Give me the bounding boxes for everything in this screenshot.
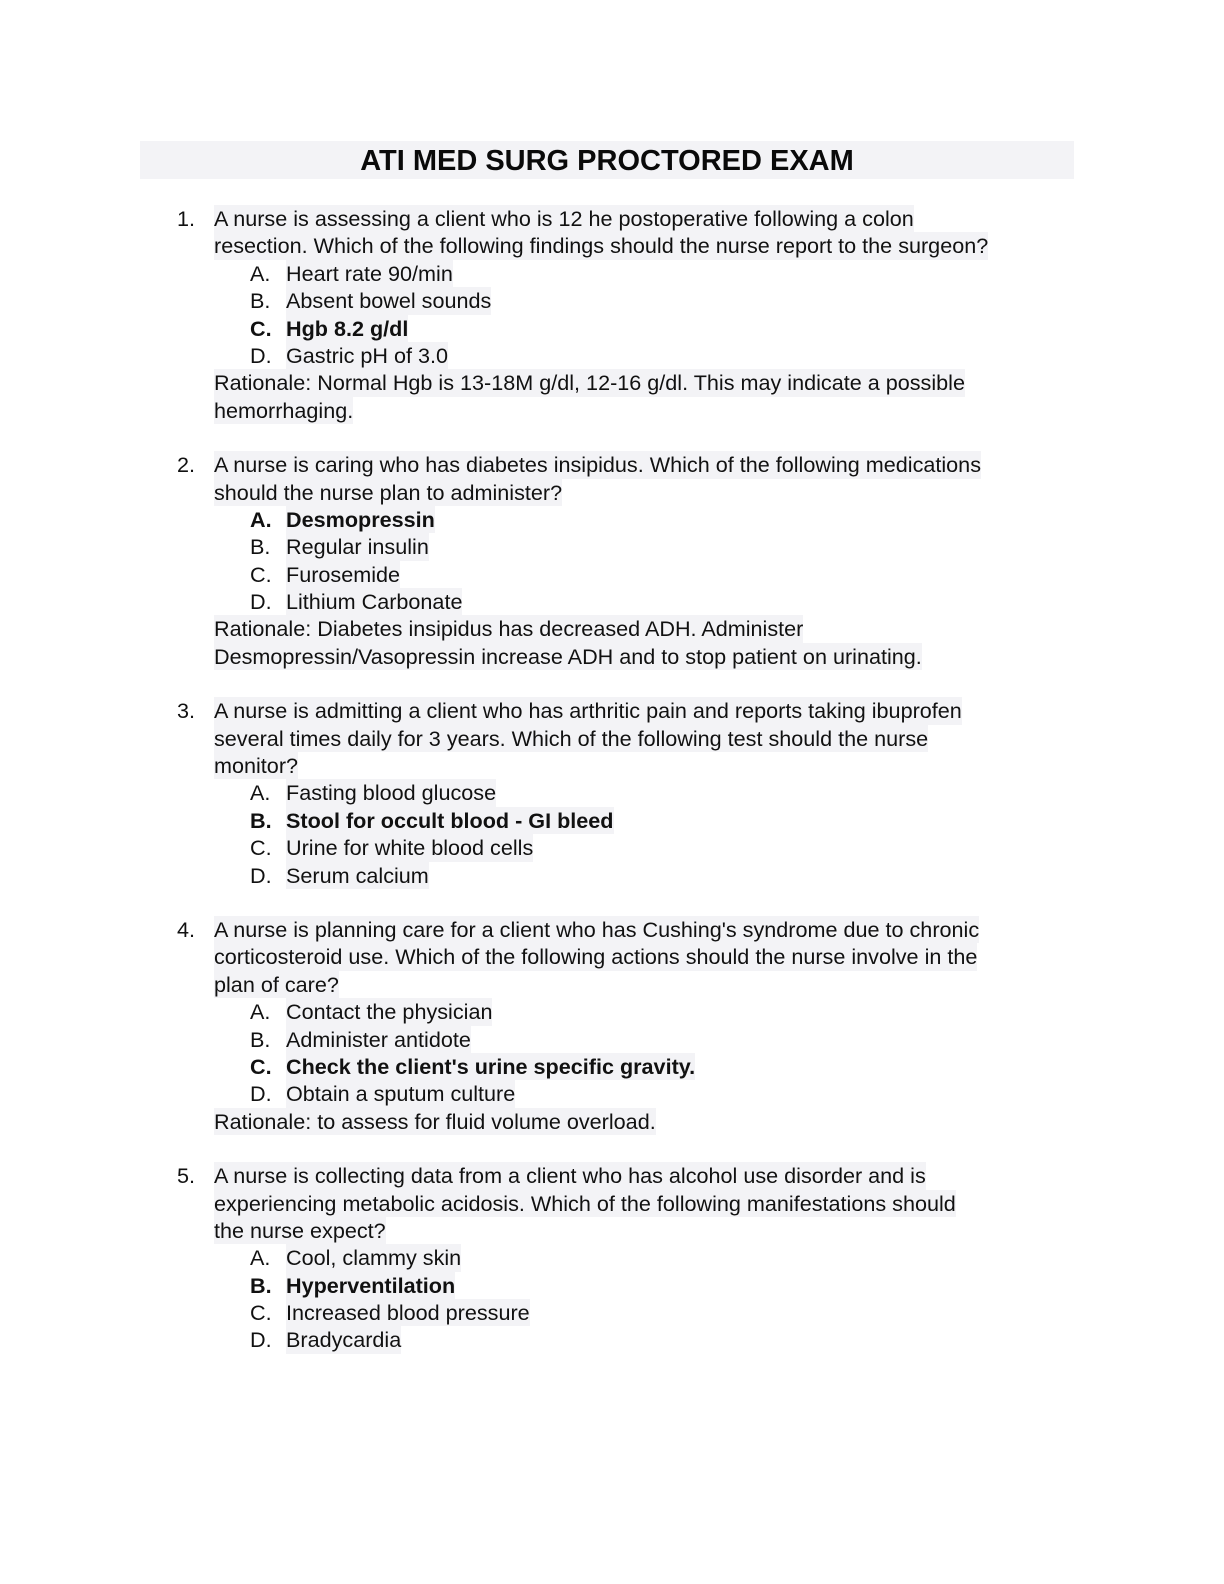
option-c: C. Furosemide [250,561,401,587]
option-text: Check the client's urine specific gravity. [286,1053,696,1079]
option-a: A. Heart rate 90/min [250,260,453,286]
rationale: Rationale: Diabetes insipidus has decreased ADH. Administer [214,616,804,642]
question-number: 4. [177,916,196,942]
option-b: B. Absent bowel sounds [250,288,492,314]
option-text: Fasting blood glucose [286,780,497,806]
option-d: D. Lithium Carbonate [250,589,463,615]
option-text: Lithium Carbonate [286,589,463,615]
option-d: D. Gastric pH of 3.0 [250,342,449,368]
option-text: Urine for white blood cells [286,835,534,861]
option-text: Increased blood pressure [286,1300,530,1326]
question-stem: A nurse is admitting a client who has arthritic pain and reports taking ibuprofen [214,698,962,724]
question-stem: the nurse expect? [214,1217,386,1243]
option-text: Administer antidote [286,1026,471,1052]
question-stem: several times daily for 3 years. Which of the following test should the nurse [214,725,929,751]
question-number: 3. [177,698,196,724]
rationale: Desmopressin/Vasopressin increase ADH and to stop patient on urinating. [214,643,922,669]
question-2 [0,451,1224,670]
option-text: Contact the physician [286,999,493,1025]
question-stem: A nurse is planning care for a client who has Cushing's syndrome due to chronic [214,916,980,942]
option-d: D. Bradycardia [250,1327,402,1353]
option-text: Bradycardia [286,1327,402,1353]
option-a: A. Fasting blood glucose [250,780,497,806]
question-stem: should the nurse plan to administer? [214,479,563,505]
page-title: ATI MED SURG PROCTORED EXAM [360,145,854,177]
option-c: C. Increased blood pressure [250,1300,530,1326]
question-4 [0,916,1224,1135]
option-text: Regular insulin [286,534,429,560]
option-d: D. Obtain a sputum culture [250,1081,516,1107]
rationale: Rationale: to assess for fluid volume overload. [214,1108,656,1134]
question-stem: experiencing metabolic acidosis. Which of the following manifestations should [214,1190,956,1216]
question-stem: plan of care? [214,971,339,997]
option-text: Absent bowel sounds [286,288,492,314]
option-text: Gastric pH of 3.0 [286,342,449,368]
option-text: Stool for occult blood - GI bleed [286,807,614,833]
option-a: A. Cool, clammy skin [250,1245,462,1271]
option-text: Cool, clammy skin [286,1245,462,1271]
question-stem: resection. Which of the following findings should the nurse report to the surgeon? [214,233,989,259]
question-stem: corticosteroid use. Which of the following actions should the nurse involve in the [214,944,978,970]
question-stem: monitor? [214,753,299,779]
option-text: Serum calcium [286,862,429,888]
question-number: 5. [177,1163,196,1189]
option-text: Desmopressin [286,506,435,532]
option-c: C. Urine for white blood cells [250,835,534,861]
option-text: Furosemide [286,561,401,587]
question-number: 2. [177,452,196,478]
option-a: A. Contact the physician [250,999,493,1025]
option-text: Obtain a sputum culture [286,1081,516,1107]
question-stem: A nurse is collecting data from a client who has alcohol use disorder and is [214,1163,926,1189]
option-text: Heart rate 90/min [286,260,453,286]
option-c-correct: C. Hgb 8.2 g/dl [250,315,409,341]
option-b: B. Regular insulin [250,534,429,560]
option-b-correct: B. Stool for occult blood - GI bleed [250,807,614,833]
rationale: Rationale: Normal Hgb is 13-18M g/dl, 12-16 g/dl. This may indicate a possible [214,370,965,396]
question-5 [0,1162,1224,1354]
question-3 [0,697,1224,889]
option-text: Hyperventilation [286,1272,456,1298]
question-stem: A nurse is assessing a client who is 12 he postoperative following a colon [214,206,914,231]
option-d: D. Serum calcium [250,862,429,888]
option-b-correct: B. Hyperventilation [250,1272,456,1298]
question-number: 1. [177,206,196,231]
option-b: B. Administer antidote [250,1026,471,1052]
question-1 [0,205,1224,424]
option-a-correct: A. Desmopressin [250,506,435,532]
rationale: hemorrhaging. [214,397,354,423]
question-list [0,205,1224,1381]
question-stem: A nurse is caring who has diabetes insipidus. Which of the following medications [214,452,981,478]
option-text: Hgb 8.2 g/dl [286,315,409,341]
option-c-correct: C. Check the client's urine specific gravity. [250,1053,696,1079]
